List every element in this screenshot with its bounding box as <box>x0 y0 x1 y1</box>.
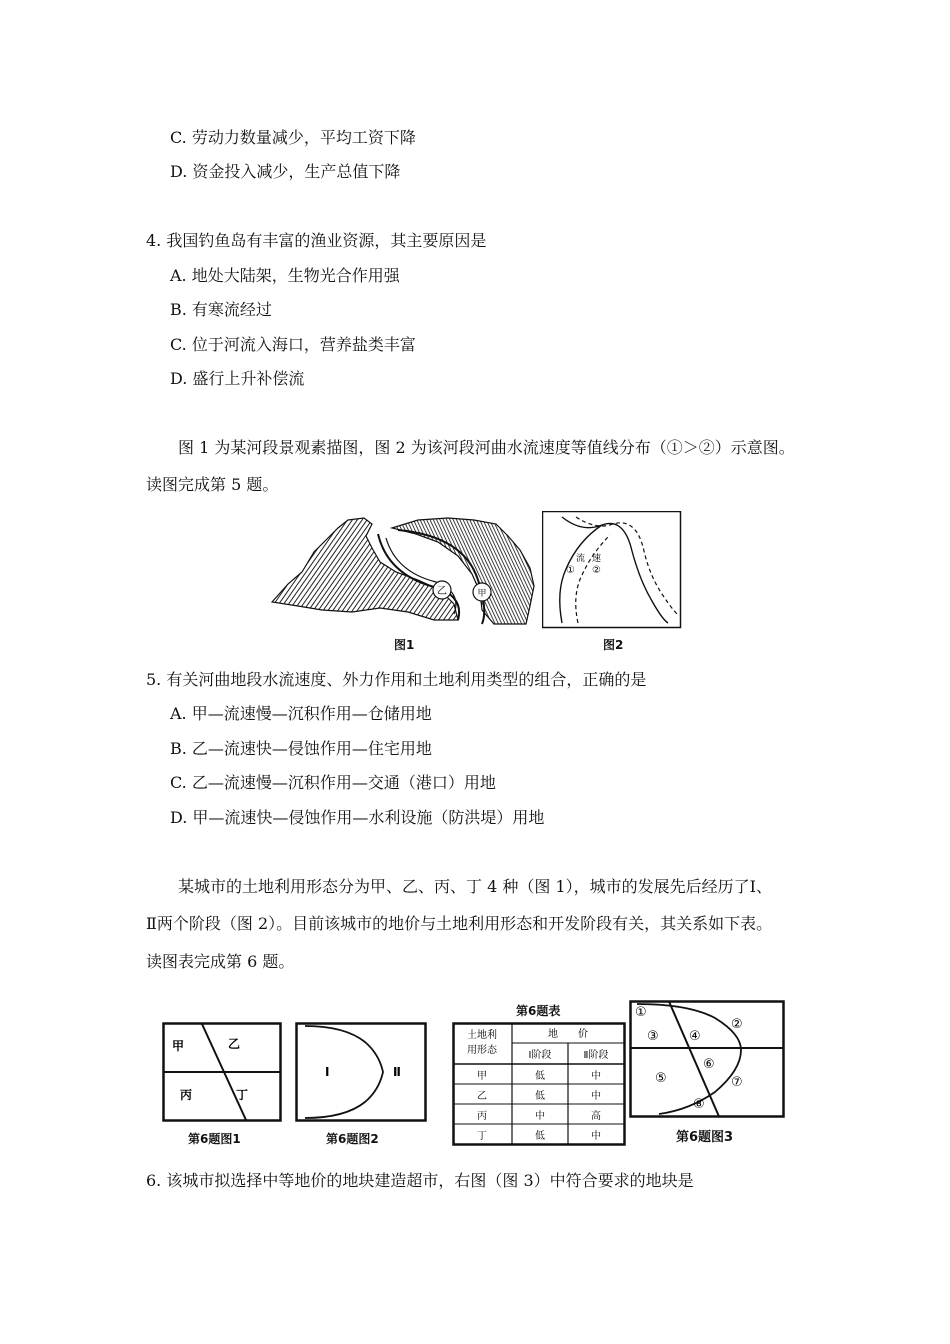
table-cell: 中 <box>591 1131 601 1142</box>
q5-intro-line2: 读图完成第 5 题。 <box>146 475 279 494</box>
table-cell: 丙 <box>477 1111 487 1122</box>
q4-option-c: C. 位于河流入海口，营养盐类丰富 <box>170 335 416 354</box>
land-use-form-diagram <box>162 1022 282 1122</box>
table-cell: 乙 <box>477 1091 487 1102</box>
q4-option-d: D. 盛行上升补偿流 <box>170 369 305 388</box>
table-cell: 中 <box>535 1111 545 1122</box>
table-cell: 丁 <box>477 1131 487 1142</box>
fig6-2-caption: 第6题图2 <box>326 1132 379 1146</box>
q5-option-b: B. 乙—流速快—侵蚀作用—住宅用地 <box>170 739 432 758</box>
q6-intro-line1: 某城市的土地利用形态分为甲、乙、丙、丁 4 种（图 1），城市的发展先后经历了Ⅰ、 <box>178 877 772 896</box>
label-speed: 速 <box>592 554 602 564</box>
fig5-2-caption: 图2 <box>603 638 624 652</box>
label-stage-2: Ⅱ <box>393 1065 401 1079</box>
table-cell: 低 <box>535 1131 545 1142</box>
parcel-6: ⑥ <box>703 1057 715 1072</box>
q6-intro-line2: Ⅱ两个阶段（图 2）。目前该城市的地价与土地利用形态和开发阶段有关，其关系如下表。 <box>146 914 773 933</box>
q5-option-d: D. 甲—流速快—侵蚀作用—水利设施（防洪堤）用地 <box>170 808 545 827</box>
meander-flow-diagram <box>542 511 682 629</box>
fig6-3-caption: 第6题图3 <box>676 1130 734 1145</box>
river-landscape-sketch <box>268 514 536 630</box>
table-header-form-2: 用形态 <box>467 1045 497 1056</box>
q5-stem: 5. 有关河曲地段水流速度、外力作用和土地利用类型的组合，正确的是 <box>146 670 647 689</box>
table-header-stage1: Ⅰ阶段 <box>528 1050 552 1061</box>
q4-stem: 4. 我国钓鱼岛有丰富的渔业资源，其主要原因是 <box>146 231 487 250</box>
parcel-2: ② <box>731 1017 743 1032</box>
parcel-1: ① <box>635 1005 647 1020</box>
q4-option-a: A. 地处大陆架，生物光合作用强 <box>170 266 400 285</box>
q6-stem: 6. 该城市拟选择中等地价的地块建造超市，右图（图 3）中符合要求的地块是 <box>146 1171 694 1190</box>
label-jia: 甲 <box>477 589 487 599</box>
parcel-4: ④ <box>689 1029 701 1044</box>
q5-option-c: C. 乙—流速慢—沉积作用—交通（港口）用地 <box>170 773 496 792</box>
q5-intro-line1: 图 1 为某河段景观素描图，图 2 为该河段河曲水流速度等值线分布（①＞②）示意图。 <box>178 438 795 457</box>
label-yi: 乙 <box>437 586 447 597</box>
label-ding: 丁 <box>236 1088 249 1102</box>
fig6-1-caption: 第6题图1 <box>188 1132 241 1146</box>
label-jia: 甲 <box>172 1039 185 1053</box>
table-cell: 中 <box>591 1071 601 1082</box>
table6-caption: 第6题表 <box>516 1004 561 1018</box>
development-stage-diagram <box>295 1022 427 1122</box>
q3-option-d: D. 资金投入减少，生产总值下降 <box>170 162 401 181</box>
q3-option-c: C. 劳动力数量减少，平均工资下降 <box>170 128 416 147</box>
table-cell: 高 <box>591 1111 601 1122</box>
land-parcel-diagram <box>629 1000 785 1118</box>
label-flow: 流 <box>576 554 586 564</box>
label-isoline-2: ② <box>592 565 601 576</box>
label-isoline-1: ① <box>566 565 575 576</box>
parcel-8: ⑧ <box>693 1097 705 1112</box>
table-cell: 低 <box>535 1071 545 1082</box>
label-yi: 乙 <box>228 1037 241 1051</box>
q6-intro-line3: 读图表完成第 6 题。 <box>146 952 295 971</box>
parcel-3: ③ <box>647 1029 659 1044</box>
table-cell: 甲 <box>477 1071 487 1082</box>
q4-option-b: B. 有寒流经过 <box>170 300 272 319</box>
fig5-1-caption: 图1 <box>394 638 415 652</box>
table-header-form-1: 土地利 <box>467 1030 497 1041</box>
label-bing: 丙 <box>180 1088 193 1102</box>
table-cell: 低 <box>535 1091 545 1102</box>
q5-option-a: A. 甲—流速慢—沉积作用—仓储用地 <box>170 704 432 723</box>
land-price-table <box>452 1022 626 1146</box>
parcel-7: ⑦ <box>731 1075 743 1090</box>
parcel-5: ⑤ <box>655 1071 667 1086</box>
table-header-stage2: Ⅱ阶段 <box>583 1050 609 1061</box>
label-stage-1: Ⅰ <box>325 1065 330 1079</box>
table-cell: 中 <box>591 1091 601 1102</box>
table-header-price: 地 价 <box>548 1029 588 1040</box>
